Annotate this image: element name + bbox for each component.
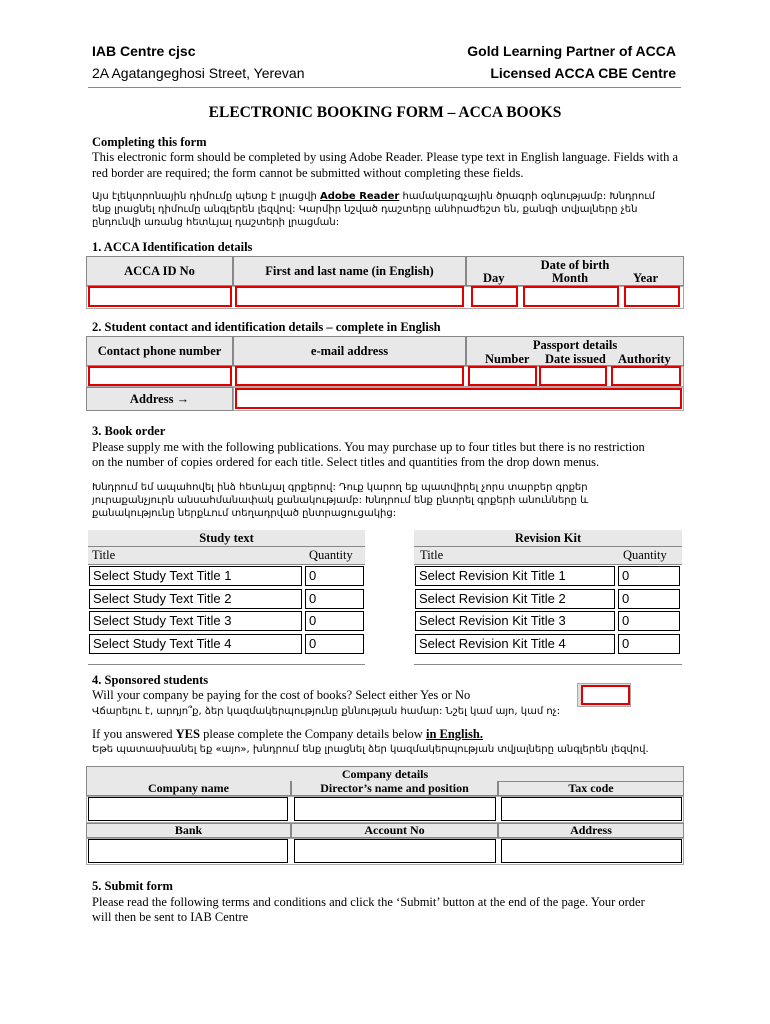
account-header: Account No	[291, 823, 498, 838]
completing-heading: Completing this form	[92, 135, 207, 149]
header-divider	[88, 87, 681, 88]
name-header: First and last name (in English)	[233, 256, 466, 286]
company-details-header: Company details	[86, 766, 684, 781]
book-order-arm-3: քանակությունը ներքևում տեղադրված ընտրացուցակից:	[92, 508, 397, 519]
licensed-title: Licensed ACCA CBE Centre	[490, 65, 676, 81]
study-title-col: Title	[92, 548, 116, 562]
kit-qty-select-3[interactable]: 0	[618, 611, 680, 631]
study-qty-select-4[interactable]: 0	[305, 634, 364, 654]
kit-qty-select-1[interactable]: 0	[618, 566, 680, 586]
tax-code-header: Tax code	[498, 781, 684, 796]
passport-date-input[interactable]	[539, 366, 607, 386]
phone-header: Contact phone number	[86, 336, 233, 366]
account-input[interactable]	[294, 839, 496, 863]
phone-input[interactable]	[88, 366, 232, 386]
revision-kit-header: Revision Kit	[414, 530, 682, 546]
study-text-select-4[interactable]: Select Study Text Title 4	[89, 634, 302, 654]
partner-title: Gold Learning Partner of ACCA	[467, 43, 676, 59]
completing-text: This electronic form should be completed by using Adobe Reader. Please type text in English language. Fields with a red border are required; the form cannot be submitted without completing these fields.	[92, 150, 678, 180]
company-name-input[interactable]	[88, 797, 288, 821]
yes-no-select[interactable]	[581, 685, 630, 705]
company-address-header: Address	[498, 823, 684, 838]
acca-id-input[interactable]	[88, 286, 232, 307]
passport-authority-label: Authority	[618, 352, 671, 366]
company-name-header: Company name	[86, 781, 291, 796]
year-label: Year	[633, 271, 658, 285]
form-title: ELECTRONIC BOOKING FORM – ACCA BOOKS	[208, 104, 562, 121]
study-qty-select-2[interactable]: 0	[305, 589, 364, 609]
study-text-select-2[interactable]: Select Study Text Title 2	[89, 589, 302, 609]
sponsor-question-arm: Վճարելու է, արդյո՞ք, ձեր կազմակերպությունը քննության համար: Նշել կամ այո, կամ ոչ:	[92, 706, 561, 717]
yes-instruction-arm: Եթե պատասխանել եք «այո», խնդրում ենք լրացնել ձեր կազմակերպության տվյալները անգլերեն լեզվով.	[92, 744, 649, 755]
submit-text-1: Please read the following terms and conditions and click the ‘Submit’ button at the end of the page. Your order	[92, 895, 645, 909]
adobe-reader-link[interactable]: Adobe Reader	[320, 191, 400, 202]
revision-kit-select-4[interactable]: Select Revision Kit Title 4	[415, 634, 615, 654]
book-order-text-1: Please supply me with the following publications. You may purchase up to four titles but there is no restriction	[92, 440, 645, 454]
passport-number-input[interactable]	[468, 366, 537, 386]
section5-heading: 5. Submit form	[92, 879, 173, 893]
yes-instruction: If you answered YES please complete the Company details below in English.	[92, 727, 483, 741]
email-header: e-mail address	[233, 336, 466, 366]
org-address: 2A Agatangeghosi Street, Yerevan	[92, 65, 305, 81]
submit-text-2: will then be sent to IAB Centre	[92, 910, 249, 924]
revision-kit-select-3[interactable]: Select Revision Kit Title 3	[415, 611, 615, 631]
dob-month-input[interactable]	[523, 286, 619, 307]
kit-qty-select-4[interactable]: 0	[618, 634, 680, 654]
revision-kit-select-2[interactable]: Select Revision Kit Title 2	[415, 589, 615, 609]
month-label: Month	[552, 271, 589, 285]
study-text-select-1[interactable]: Select Study Text Title 1	[89, 566, 302, 586]
day-label: Day	[483, 271, 505, 285]
email-input[interactable]	[235, 366, 464, 386]
passport-label: Passport details	[532, 338, 618, 352]
bank-header: Bank	[86, 823, 291, 838]
address-label: Address →	[86, 387, 233, 411]
section3-heading: 3. Book order	[92, 424, 166, 438]
study-qty-select-1[interactable]: 0	[305, 566, 364, 586]
section2-heading: 2. Student contact and identification details – complete in English	[92, 320, 441, 334]
study-qty-select-3[interactable]: 0	[305, 611, 364, 631]
org-name: IAB Centre cjsc	[92, 43, 196, 59]
study-text-header: Study text	[88, 530, 365, 546]
study-text-columns	[88, 546, 365, 565]
study-text-select-3[interactable]: Select Study Text Title 3	[89, 611, 302, 631]
revision-kit-select-1[interactable]: Select Revision Kit Title 1	[415, 566, 615, 586]
in-english-link: in English.	[425, 727, 483, 741]
passport-date-label: Date issued	[545, 352, 606, 366]
company-address-input[interactable]	[501, 839, 682, 863]
tax-code-input[interactable]	[501, 797, 682, 821]
director-input[interactable]	[294, 797, 496, 821]
kit-title-col: Title	[420, 548, 444, 562]
full-name-input[interactable]	[235, 286, 464, 307]
kit-qty-select-2[interactable]: 0	[618, 589, 680, 609]
completing-arm-line2: ենք լրացնել դիմումը անգլերեն լեզվով: Կարմիր նշված դաշտերը անհրաժեշտ են, քանզի տվյալները չեն	[92, 204, 638, 215]
dob-year-input[interactable]	[624, 286, 680, 307]
passport-header	[466, 336, 684, 366]
completing-arm-line1: Այս էլեկտրոնային դիմումը պետք է լրացվի Adobe Reader համակարգչային ծրագրի օգնությամբ: Խնդրում	[92, 191, 656, 202]
book-order-text-2: on the number of copies ordered for each title. Select titles and quantities from the drop down menus.	[92, 455, 600, 469]
passport-number-label: Number	[485, 352, 530, 366]
director-header: Director’s name and position	[291, 781, 498, 796]
revision-kit-columns	[414, 546, 682, 565]
book-order-arm-1: Խնդրում եմ ապահովել ինձ հետևյալ գրքերով: Դուք կարող եք պատվիրել չորս տարբեր գրքեր	[92, 482, 588, 493]
address-input[interactable]	[235, 388, 682, 409]
dob-header	[466, 256, 684, 286]
sponsor-question: Will your company be paying for the cost of books? Select either Yes or No	[92, 688, 471, 702]
dob-label: Date of birth	[540, 258, 610, 272]
dob-day-input[interactable]	[471, 286, 518, 307]
completing-arm-line3: ընդունվի առանց հետևյալ դաշտերի լրացման:	[92, 217, 340, 228]
book-order-arm-2: յուրաքանչյուրն անսահմանափակ քանակությամբ: Խնդրում ենք ընտրել գրքերի անունները և	[92, 495, 589, 506]
study-qty-col: Quantity	[309, 548, 353, 562]
acca-id-header: ACCA ID No	[86, 256, 233, 286]
section1-heading: 1. ACCA Identification details	[92, 240, 253, 254]
section4-heading: 4. Sponsored students	[92, 673, 209, 687]
kit-qty-col: Quantity	[623, 548, 667, 562]
passport-authority-input[interactable]	[611, 366, 681, 386]
bank-input[interactable]	[88, 839, 288, 863]
